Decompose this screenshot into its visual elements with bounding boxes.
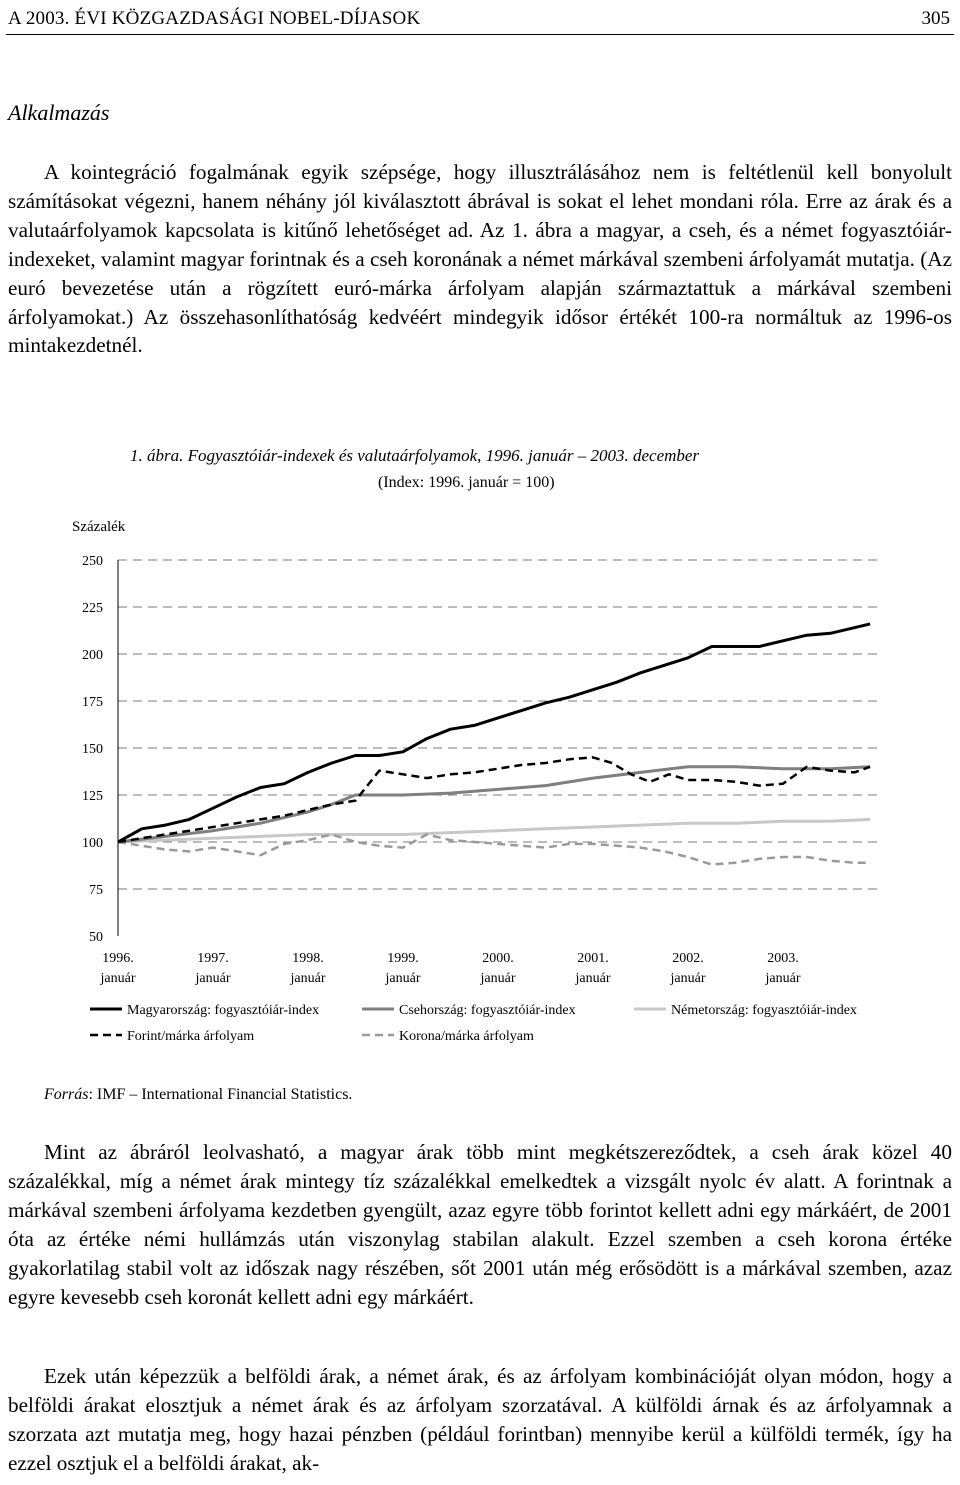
x-tick-label: 2000. (482, 951, 514, 966)
x-tick-label: 2002. (672, 951, 704, 966)
x-tick-label: 1999. (387, 951, 419, 966)
x-tick-label: január (290, 971, 326, 986)
y-tick-label: 100 (82, 836, 103, 851)
source-text: : IMF – International Financial Statistics. (88, 1086, 353, 1103)
y-tick-label: 125 (82, 789, 103, 804)
legend-label: Németország: fogyasztóiár-index (671, 1003, 857, 1018)
source-label: Forrás (44, 1086, 89, 1103)
y-tick-label: 50 (89, 930, 103, 945)
legend-label: Korona/márka árfolyam (399, 1029, 534, 1044)
section-title: Alkalmazás (8, 100, 110, 125)
legend-label: Forint/márka árfolyam (127, 1029, 255, 1044)
legend-label: Csehország: fogyasztóiár-index (399, 1003, 576, 1018)
y-tick-label: 175 (82, 695, 103, 710)
x-tick-label: 1997. (197, 951, 229, 966)
x-tick-label: január (670, 971, 706, 986)
legend-label: Magyarország: fogyasztóiár-index (127, 1003, 320, 1018)
x-tick-label: január (765, 971, 801, 986)
running-header (6, 4, 954, 35)
x-tick-label: 1996. (102, 951, 134, 966)
series-line-0 (118, 624, 870, 842)
page-number: 305 (921, 8, 950, 29)
paragraph-continuation: Ezek után képezzük a belföldi árak, a német árak, és az árfolyam kombinációját olyan módon, hogy a belföldi árakat elosztjuk a német árak és az árfolyam szorzatával. A külföldi árnak és az árfolyamnak a szorzata azt mutatja meg, hogy hazai pénzben (például forintban) mennyibe kerül a külföldi termék, így ha ezzel osztjuk el a belföldi árakat, ak- (8, 1364, 952, 1475)
figure-title: 1. ábra. Fogyasztóiár-indexek és valutaárfolyamok, 1996. január – 2003. december (130, 446, 700, 465)
x-tick-label: január (385, 971, 421, 986)
paragraph-discussion: Mint az ábráról leolvasható, a magyar árak több mint megkétszereződtek, a cseh árak közel 40 százalékkal, míg a német árak mintegy tíz százalékkal emelkedtek a vizsgált nyolc év alatt. A forintnak a márkával szembeni árfolyama kezdetben gyengült, azaz egyre több forintot kellett adni egy márkáért, de 2001 óta az értéke némi hullámzás után viszonylag stabilan alakult. Ezzel szemben a cseh korona értéke gyakorlatilag stabil volt az időszak nagy részében, sőt 2001 után még erősödött is a márkával szemben, azaz egyre kevesebb cseh koronát kellett adni egy márkáért. (8, 1140, 952, 1309)
x-tick-label: 1998. (292, 951, 324, 966)
y-tick-label: 250 (82, 554, 103, 569)
x-tick-label: január (195, 971, 231, 986)
series-line-2 (118, 819, 870, 842)
running-header-title: A 2003. ÉVI KÖZGAZDASÁGI NOBEL-DÍJASOK (8, 8, 421, 29)
x-tick-label: január (100, 971, 136, 986)
figure-subtitle: (Index: 1996. január = 100) (378, 474, 555, 491)
y-tick-label: 200 (82, 648, 103, 663)
line-chart (0, 500, 960, 1060)
x-tick-label: 2001. (577, 951, 609, 966)
x-tick-label: 2003. (767, 951, 799, 966)
x-tick-label: január (575, 971, 611, 986)
x-tick-label: január (480, 971, 516, 986)
y-axis-label: Százalék (72, 519, 126, 535)
y-tick-label: 75 (89, 883, 103, 898)
y-tick-label: 225 (82, 601, 103, 616)
y-tick-label: 150 (82, 742, 103, 757)
figure-source (44, 1086, 352, 1104)
paragraph-intro: A kointegráció fogalmának egyik szépsége, hogy illusztrálásához nem is feltétlenül kell bonyolult számításokat végezni, hanem néhány jól kiválasztott ábrával is sokat el lehet mondani róla. Erre az árak és a valutaárfolyamok kapcsolata is kitűnő lehetőséget ad. Az 1. ábra a magyar, a cseh, és a német fogyasztóiár-indexeket, valamint magyar forintnak és a cseh koronának a német márkával szembeni árfolyamát mutatja. (Az euró bevezetése után a rögzített euró-márka árfolyam alapján származtattuk a márkával szembeni árfolyamokat.) Az összehasonlíthatóság kedvéért mindegyik idősor értékét 100-ra normáltuk az 1996-os mintakezdetnél. (8, 160, 952, 358)
